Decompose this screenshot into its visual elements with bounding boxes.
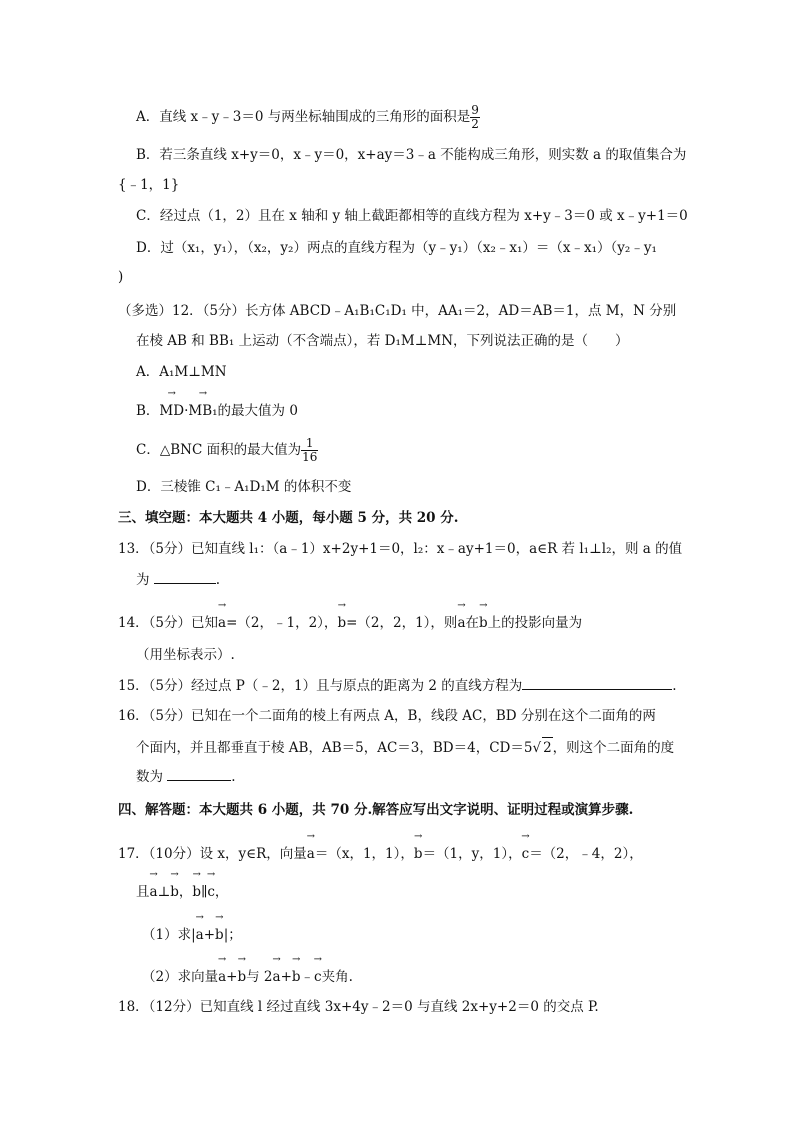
q11-option-b: B．若三条直线 x+y＝0，x﹣y＝0，x+ay＝3﹣a 不能构成三角形，则实数 a 的取值集合为 xyxy=(136,147,687,163)
perp-symbol: ⊥ xyxy=(157,884,171,900)
vector-b: → b xyxy=(170,876,179,902)
vector-a: → a xyxy=(196,919,204,945)
q12-option-b xyxy=(136,395,298,421)
text: ＝（1，y，1）， xyxy=(422,846,522,862)
text: 17．（10分）设 x，y∈R，向量 xyxy=(118,846,307,862)
q11-option-c: C．经过点（1，2）且在 x 轴和 y 轴上截距都相等的直线方程为 x+y﹣3＝0 或 x﹣y+1＝0 xyxy=(136,208,688,224)
vector-b: → b xyxy=(237,961,246,987)
text: 且 xyxy=(136,884,150,900)
vector-md: → MD xyxy=(159,395,184,421)
q15-line xyxy=(118,676,677,696)
text: 15．（5分）经过点 P（﹣2，1）且与原点的距离为 2 的直线方程为 xyxy=(118,678,523,694)
vector-b: → b xyxy=(192,876,201,902)
q17-part1: （1）求|→ a+→ b|； xyxy=(142,919,242,945)
answer-blank[interactable] xyxy=(154,583,216,584)
vector-a: → a xyxy=(150,876,158,902)
text: 在 xyxy=(465,615,479,631)
vector-b: → b xyxy=(292,961,301,987)
plus: + xyxy=(203,927,216,943)
q11-option-b-cont: {﹣1，1} xyxy=(118,177,180,193)
q14-line2: （用坐标表示）. xyxy=(136,647,235,663)
q13-line2 xyxy=(136,570,220,590)
text: =（2，﹣1，2）， xyxy=(226,615,338,631)
vector-c: → c xyxy=(522,838,530,864)
q12-stem-line2: 在棱 AB 和 BB₁ 上运动（不含端点），若 D₁M⊥MN，下列说法正确的是（ ） xyxy=(136,333,629,349)
vector-b: → b xyxy=(414,838,423,864)
vector-a: → a xyxy=(218,961,226,987)
q16-line1: 16．（5分）已知在一个二面角的棱上有两点 A，B，线段 AC，BD 分别在这个二面角的两 xyxy=(118,708,656,724)
text: . xyxy=(672,678,677,694)
section-heading-solutions: 四、解答题：本大题共 6 小题，共 70 分.解答应写出文字说明、证明过程或演算步骤. xyxy=(118,802,634,818)
fraction: $\frac{1}{16}$ xyxy=(302,436,318,464)
vector-a: → a xyxy=(457,607,465,633)
text: 上的投影向量为 xyxy=(487,615,583,631)
plus: + xyxy=(226,969,238,985)
text: 为 xyxy=(136,572,150,588)
section-heading-fill-in: 三、填空题：本大题共 4 小题，每小题 5 分，共 20 分. xyxy=(118,510,459,526)
vector-a: → a xyxy=(218,607,226,633)
q12-option-c xyxy=(136,437,318,464)
vector-c: → c xyxy=(314,961,322,987)
q14-line1 xyxy=(118,607,582,633)
text: 夹角. xyxy=(321,969,353,985)
text: =（2，2，1），则 xyxy=(346,615,458,631)
text: ＝（2，﹣4，2）， xyxy=(529,846,643,862)
text: （2）求向量 xyxy=(142,969,219,985)
vector-b: → b xyxy=(215,919,224,945)
text: 14．（5分）已知 xyxy=(118,615,219,631)
q12-option-d: D．三棱锥 C₁﹣A₁D₁M 的体积不变 xyxy=(136,479,352,495)
q13-line1: 13．（5分）已知直线 l₁：（a﹣1）x+2y+1＝0，l₂：x﹣ay+1＝0，a∈R 若 l₁⊥l₂，则 a 的值 xyxy=(118,541,683,557)
q17-line2 xyxy=(136,876,228,902)
minus: ﹣ xyxy=(300,969,315,985)
vector-c: → c xyxy=(207,876,215,902)
vector-b: → b xyxy=(337,607,346,633)
text: . xyxy=(231,769,236,785)
answer-blank[interactable] xyxy=(522,689,672,690)
plus: + xyxy=(280,969,292,985)
answer-blank[interactable] xyxy=(167,780,231,781)
q17-line1 xyxy=(118,838,643,864)
q11-option-a xyxy=(136,104,480,131)
text: ＝（x，1，1）， xyxy=(314,846,414,862)
text: 个面内，并且都垂直于棱 AB，AB＝5，AC＝3，BD＝4，CD＝5 xyxy=(136,740,533,756)
parallel-symbol: ∥ xyxy=(201,884,208,900)
text: （1）求 xyxy=(142,927,192,943)
sqrt-radicand: 2 xyxy=(542,737,553,758)
option-text: C．△BNC 面积的最大值为 xyxy=(136,442,302,458)
vector-a: → a xyxy=(307,838,315,864)
q12-stem-line1: （多选）12．（5分）长方体 ABCD﹣A₁B₁C₁D₁ 中，AA₁＝2，AD＝AB＝1，点 M，N 分别 xyxy=(118,303,677,319)
text: 与 2 xyxy=(246,969,273,985)
text: ，则这个二面角的度 xyxy=(552,740,675,756)
option-text: A．直线 x﹣y﹣3＝0 与两坐标轴围成的三角形的面积是 xyxy=(136,109,471,125)
text: ； xyxy=(228,927,242,943)
text: 数为 xyxy=(136,769,163,785)
option-text: 的最大值为 0 xyxy=(217,403,298,419)
q16-line3 xyxy=(136,767,236,787)
vector-a: → a xyxy=(273,961,281,987)
fraction: $\frac{9}{2}$ xyxy=(471,103,479,131)
text: ， xyxy=(178,884,193,900)
option-label: B． xyxy=(136,403,160,419)
q16-line2: 个面内，并且都垂直于棱 AB，AB＝5，AC＝3，BD＝4，CD＝5√ 2，则这个二面角的度 xyxy=(136,737,674,758)
text: ， xyxy=(214,884,229,900)
q18-line: 18．（12分）已知直线 l 经过直线 3x+4y﹣2＝0 与直线 2x+y+2＝0 的交点 P. xyxy=(118,999,599,1015)
q12-option-a: A．A₁M⊥MN xyxy=(136,364,227,380)
dot-operator: · xyxy=(184,403,189,419)
vector-mb1: → MB₁ xyxy=(188,395,217,421)
q17-part2 xyxy=(142,961,353,987)
q11-option-d: D．过（x₁，y₁），（x₂，y₂）两点的直线方程为（y﹣y₁）（x₂﹣x₁）＝（x﹣x₁）（y₂﹣y₁ xyxy=(136,240,657,256)
text: . xyxy=(215,572,221,588)
q11-option-d-cont: ) xyxy=(118,269,124,285)
vector-b: → b xyxy=(479,607,488,633)
